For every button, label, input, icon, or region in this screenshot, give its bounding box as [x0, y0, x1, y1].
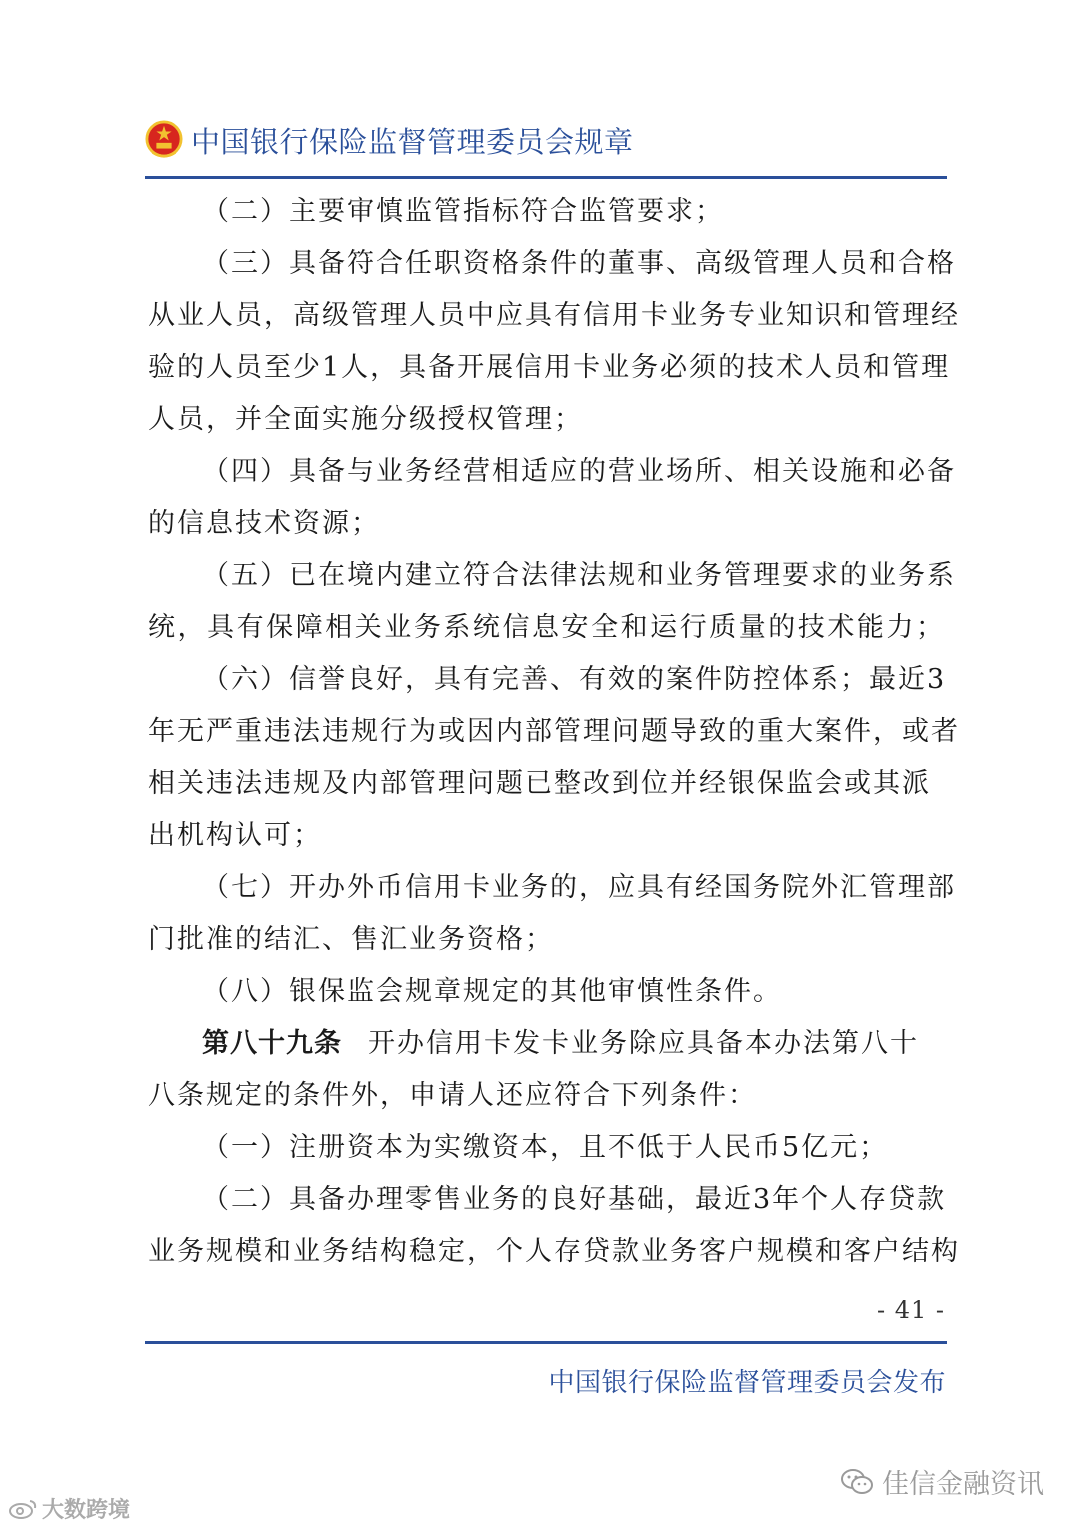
clause-line: 统，具有保障相关业务系统信息安全和运行质量的技术能力； — [148, 612, 945, 643]
weibo-icon — [8, 1498, 38, 1520]
wechat-account-name: 佳信金融资讯 — [882, 1469, 1044, 1500]
weibo-account-name: 大数跨境 — [42, 1498, 131, 1523]
clause-line: 出机构认可； — [148, 820, 322, 851]
clause-line: 从业人员，高级管理人员中应具有信用卡业务专业知识和管理经 — [148, 300, 960, 331]
wechat-icon — [840, 1467, 874, 1497]
clause-line: （四）具备与业务经营相适应的营业场所、相关设施和必备 — [202, 456, 956, 487]
clause-line: 相关违法违规及内部管理问题已整改到位并经银保监会或其派 — [148, 768, 931, 799]
clause-line: （二）主要审慎监管指标符合监管要求； — [202, 196, 724, 227]
clause-line: （一）注册资本为实缴资本，且不低于人民币5亿元； — [202, 1132, 889, 1163]
clause-line: （五）已在境内建立符合法律法规和业务管理要求的业务系 — [202, 560, 956, 591]
weibo-watermark — [8, 1493, 130, 1524]
clause-line: 年无严重违法违规行为或因内部管理问题导致的重大案件，或者 — [148, 716, 960, 747]
clause-line: （八）银保监会规章规定的其他审慎性条件。 — [202, 976, 782, 1007]
clause-line: 门批准的结汇、售汇业务资格； — [148, 924, 554, 955]
national-emblem-icon — [145, 120, 183, 160]
clause-line: （七）开办外币信用卡业务的，应具有经国务院外汇管理部 — [202, 872, 956, 903]
clause-line: 八条规定的条件外，申请人还应符合下列条件： — [148, 1080, 757, 1111]
header-rule — [145, 176, 947, 179]
page-number: - 41 - — [876, 1296, 945, 1324]
page-header — [145, 116, 634, 164]
footer-publisher: 中国银行保险监督管理委员会发布 — [548, 1368, 946, 1398]
footer-rule — [145, 1341, 947, 1344]
clause-line: （六）信誉良好，具有完善、有效的案件防控体系；最近3 — [202, 664, 947, 695]
header-title: 中国银行保险监督管理委员会规章 — [191, 124, 634, 159]
clause-line: 业务规模和业务结构稳定，个人存贷款业务客户规模和客户结构 — [148, 1236, 960, 1267]
article-heading: 第八十九条 — [202, 1028, 342, 1059]
clause-line: 的信息技术资源； — [148, 508, 380, 539]
article-text: 开办信用卡发卡业务除应具备本办法第八十 — [368, 1028, 919, 1059]
clause-line: 验的人员至少1人，具备开展信用卡业务必须的技术人员和管理 — [148, 352, 951, 383]
regulation-body — [148, 186, 960, 1278]
clause-line: 人员，并全面实施分级授权管理； — [148, 404, 583, 435]
clause-line: （二）具备办理零售业务的良好基础，最近3年个人存贷款 — [202, 1184, 947, 1215]
wechat-watermark — [840, 1462, 1044, 1501]
clause-line: （三）具备符合任职资格条件的董事、高级管理人员和合格 — [202, 248, 956, 279]
article-89-line — [148, 1018, 945, 1070]
